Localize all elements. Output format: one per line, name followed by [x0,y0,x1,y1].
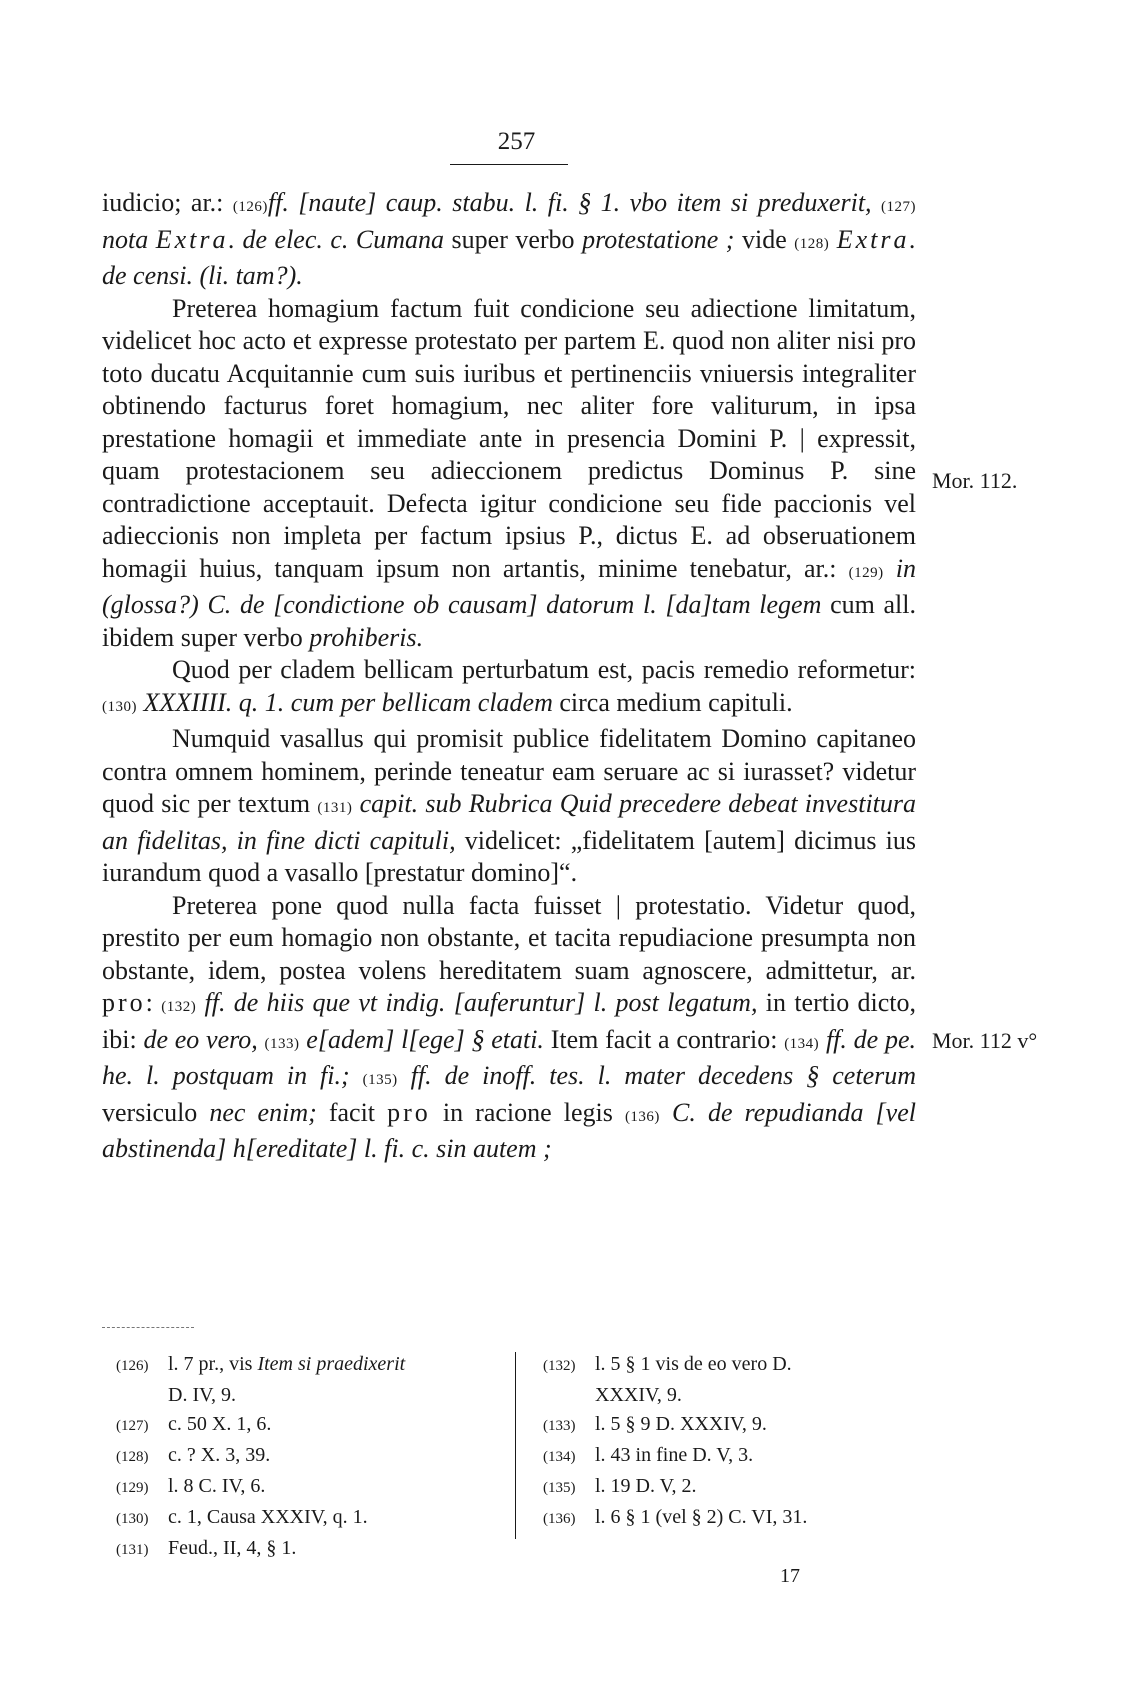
footnote-ref-134: (134) [784,1035,820,1052]
footnote-133 [543,1410,807,1441]
paragraph-2 [102,293,916,655]
margin-note: Mor. 112. [932,468,1018,493]
footnote-number: (134) [543,1449,576,1465]
footnote-136 [543,1503,807,1534]
header-rule [450,164,568,165]
footnote-126 [116,1350,405,1381]
text-run: capit. sub Rubrica Quid precedere debeat investitura an fidelitas, in fine dicti capituli, [102,789,917,855]
footnote-number: (128) [116,1449,149,1465]
text-run: cum all. ibidem super verbo [102,590,916,652]
footnote-text: l. 43 in fine D. V, 3. [595,1444,754,1466]
footnote-number: (131) [116,1542,149,1558]
footnote-text: l. 5 § 9 D. XXXIV, 9. [595,1413,767,1435]
footnote-128 [116,1441,405,1472]
margin-note: Mor. 112 v° [932,1028,1038,1053]
text-run: prohiberis. [309,622,424,652]
paragraph-1 [102,187,916,293]
footnote-text: l. 19 D. V, 2. [595,1475,697,1497]
footnotes-right [543,1350,807,1534]
footnote-127 [116,1410,405,1441]
footnote-129 [116,1472,405,1503]
footnote-ref-131: (131) [317,800,353,816]
text-run: in tertio dicto, ibi: [102,988,916,1054]
footnote-number: (126) [116,1358,149,1374]
footnote-text: l. 6 § 1 (vel § 2) C. VI, 31. [595,1506,808,1528]
text-run [258,1025,265,1054]
text-run: Extra [155,224,229,254]
text-run: protestatione ; [582,224,735,254]
text-run: super verbo [444,224,583,254]
paragraph-3 [102,654,916,723]
text-run: de eo vero, [143,1024,258,1054]
footnote-130 [116,1503,405,1534]
footnote-text: Feud., II, 4, § 1. [168,1537,297,1559]
footnote-continuation: D. IV, 9. [168,1384,236,1406]
footnote-ref-127: (127) [881,199,917,215]
text-run: facit [316,1097,388,1127]
footnote-number: (127) [116,1418,149,1434]
text-run: nota [102,224,156,254]
footnote-number: (129) [116,1480,149,1496]
text-run: . de elec. c. Cumana [228,224,445,254]
footnote-ref-130: (130) [102,698,137,715]
text-run: nec enim; [209,1097,317,1127]
footnote-text: l. 7 pr., vis [168,1353,258,1375]
text-run: ff. de hiis que vt indig. [auferuntur] l. post legatum, [196,988,758,1017]
text-run: Preterea homagium factum fuit condicione seu adiectione limitatum, videlicet hoc acto et expresse protestato per partem E. quod non aliter nisi pro toto ducatu Acquitannie cum suis iuribus et pertinenciis vniuersis integraliter obtinendo facturus foret homagium, nec aliter fore valiturum, in ipsa prestatione homagii et immediate ante in presencia Domini P. | expressit, quam protestacionem seu adieccionem predictus Dominus P. sine contradictione acceptauit. Defecta igitur condicione seu fide paccionis vel adieccionis non impleta per factum ipsius P., dictus E. ad obseruationem homagii huius, tanquam ipsum non artantis, minime tenebatur, ar.: [102,293,916,583]
text-run: C. de repudianda [vel abstinenda] h[ereditate] l. fi. c. sin autem ; [102,1097,916,1163]
footnote-ref-135: (135) [362,1072,398,1088]
text-run: : [145,988,162,1017]
text-run: XXXIIII. q. 1. cum per bellicam cladem [137,687,553,717]
text-run: . de censi. (li. tam?). [102,224,916,290]
paragraph-5 [102,890,916,1166]
paragraph-4 [102,723,916,890]
footnote-ref-129: (129) [848,564,884,581]
footnote-text: l. 5 § 1 vis de eo vero D. [595,1353,792,1375]
footnote-ref-126: (126) [232,199,268,215]
text-run: pro [102,988,146,1017]
footnote-number: (136) [543,1511,576,1527]
text-run: in racione legis [430,1097,625,1127]
text-run: Item facit a contrario: [543,1024,785,1054]
text-run: in (glossa?) C. de [condictione ob causam] datorum l. [da]tam legem [102,553,916,619]
text-run: circa medium capituli. [552,687,793,717]
footnote-ref-128: (128) [794,235,830,252]
footnote-number: (133) [543,1418,576,1434]
text-run [350,1061,363,1090]
footnote-134 [543,1441,807,1472]
signature-mark: 17 [780,1565,800,1587]
body-text [102,187,916,1166]
text-run: ff. de pe. he. l. postquam in fi.; [102,1024,916,1090]
footnote-text: l. 8 C. IV, 6. [168,1475,266,1497]
footnote-column-divider [515,1352,516,1539]
footnote-rule [102,1327,194,1328]
footnote-ref-136: (136) [624,1108,660,1125]
footnote-number: (135) [543,1480,576,1496]
page-number: 257 [497,128,536,155]
text-run: vide [734,224,795,254]
text-run: e[adem] l[ege] § etati. [299,1024,544,1054]
text-run: Numquid vasallus qui promisit publice fidelitatem Domino capitaneo contra omnem hominem, perinde teneatur eam seruare ac si iurasset? videtur quod sic per textum [102,724,916,818]
footnote-132 [543,1350,807,1381]
text-run: ff. de inoff. tes. l. mater decedens § ceterum [397,1061,916,1090]
footnote-ref-133: (133) [264,1035,300,1052]
footnote-ref-132: (132) [161,999,197,1015]
footnotes-left [116,1350,405,1565]
footnote-continuation: XXXIV, 9. [595,1384,682,1406]
text-run: Extra [836,224,910,254]
text-run: Preterea pone quod nulla facta fuisset | protestatio. Videtur quod, prestito per eum homagio non obstante, et tacita repudiacione presumpta non obstante, idem, postea volens hereditatem suam agnoscere, admittetur, ar. [102,890,916,985]
text-run: iudicio; ar.: [102,188,233,217]
text-run: versiculo [102,1097,210,1127]
text-run: videlicet: „fidelitatem [autem] dicimus ius iurandum quod a vasallo [prestatur domino]“. [102,825,916,887]
footnote-text: c. 1, Causa XXXIV, q. 1. [168,1506,368,1528]
footnote-number: (132) [543,1358,576,1374]
footnote-text-italic: Item si praedixerit [257,1353,406,1375]
footnote-131 [116,1534,405,1565]
footnote-number: (130) [116,1511,149,1527]
footnote-text: c. ? X. 3, 39. [168,1444,271,1466]
footnote-text: c. 50 X. 1, 6. [168,1413,272,1435]
text-run: pro [387,1097,431,1127]
text-run: Quod per cladem bellicam perturbatum est, pacis remedio reformetur: [172,655,916,684]
footnote-135 [543,1472,807,1503]
text-run [829,225,837,254]
text-run: ff. [naute] caup. stabu. l. fi. § 1. vbo item si preduxerit, [267,188,882,217]
